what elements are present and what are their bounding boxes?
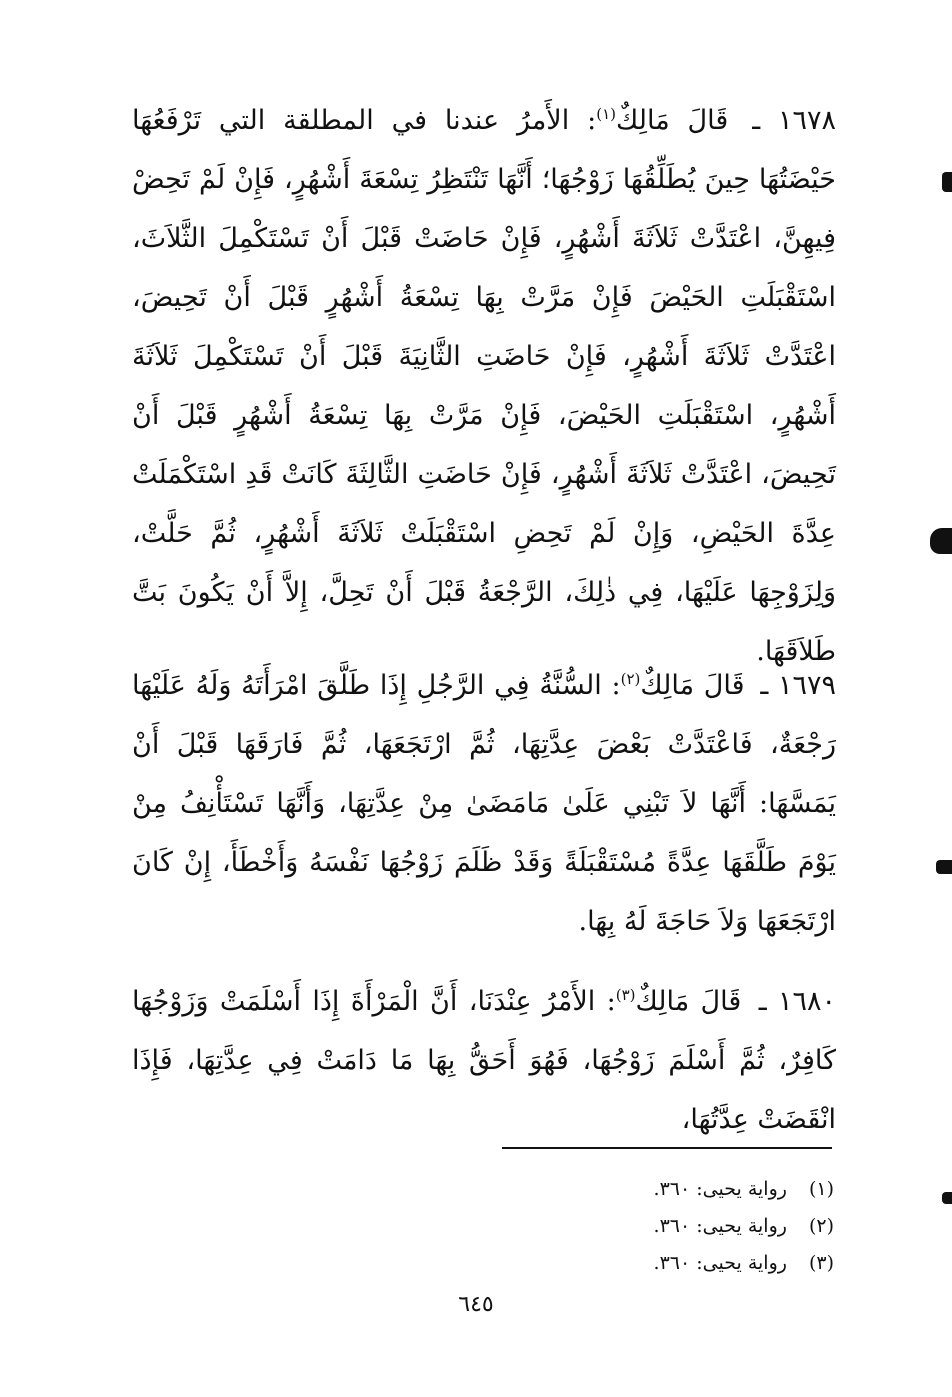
paragraph-text: : الأَمرُ عندنا في المطلقة التي تَرْفَعُهَا حَيْضَتُهَا حِينَ يُطَلِّقُهَا زَوْجُهَا؛ أَنَّهَا تَنْتَظِرُ تِسْعَةَ أَشْهُرٍ، فَإِنْ لَمْ تَحِضْ فِيهِنَّ، اعْتَدَّتْ ثَلاَثَةَ أَشْهُرٍ، فَإِنْ حَاضَتْ قَبْلَ أَنْ تَسْتَكْمِلَ الثَّلاَثَ، اسْتَقْبَلَتِ الحَيْضَ فَإِنْ مَرَّتْ بِهَا تِسْعَةُ أَشْهُرٍ قَبْلَ أَنْ تَحِيضَ، اعْتَدَّتْ ثَلاَثَةَ أَشْهُرٍ، فَإِنْ حَاضَتِ الثَّانِيَةَ قَبْلَ أَنْ تَسْتَكْمِلَ ثَلاَثَةَ أَشْهُرٍ، اسْتَقْبَلَتِ الحَيْضَ، فَإِنْ مَرَّتْ بِهَا تِسْعَةُ أَشْهُرٍ قَبْلَ أَنْ تَحِيضَ، اعْتَدَّتْ ثَلاَثَةَ أَشْهُرٍ، فَإِنْ حَاضَتِ الثَّالِثَةَ كَانَتْ قَدِ اسْتَكْمَلَتْ عِدَّةَ الحَيْضِ، وَإِنْ لَمْ تَحِضِ اسْتَقْبَلَتْ ثَلاَثَةَ أَشْهُرٍ، ثُمَّ حَلَّتْ، وَلِزَوْجِهَا عَلَيْهَا، فِي ذٰلِكَ، الرَّجْعَةُ قَبْلَ أَنْ تَحِلَّ، إِلاَّ أَنْ يَكُونَ بَتَّ طَلاَقَهَا. [132,105,836,667]
paragraph-1679 [132,656,836,951]
speaker: قَالَ مَالِكٌ [635,986,742,1017]
footnote-ref: (٢) [620,670,641,688]
footnote-3 [654,1251,834,1275]
footnote-ref: (١) [596,105,616,123]
scan-edge-mark [930,528,952,554]
footnote-number: (٢) [808,1215,834,1237]
paragraph-number: ١٦٧٨ ـ [752,105,836,136]
paragraph-number: ١٦٧٩ ـ [760,670,836,701]
page-number: ٦٤٥ [458,1292,494,1317]
paragraph-1678 [132,91,836,681]
paragraph-text: : السُّنَّةُ فِي الرَّجُلِ إِذَا طَلَّقَ امْرَأَتَهُ وَلَهُ عَلَيْهَا رَجْعَةٌ، فَاعْتَدَّتْ بَعْضَ عِدَّتِهَا، ثُمَّ ارْتَجَعَهَا، ثُمَّ فَارَقَهَا قَبْلَ أَنْ يَمَسَّهَا: أَنَّهَا لاَ تَبْنِي عَلَىٰ مَامَضَىٰ مِنْ عِدَّتِهَا، وَأَنَّهَا تَسْتَأْنِفُ مِنْ يَوْمَ طَلَّقَهَا عِدَّةً مُسْتَقْبَلَةً وَقَدْ ظَلَمَ زَوْجُهَا نَفْسَهُ وَأَخْطَأَ، إِنْ كَانَ ارْتَجَعَهَا وَلاَ حَاجَةَ لَهُ بِهَا. [132,670,836,937]
paragraph-number: ١٦٨٠ ـ [758,986,836,1017]
scan-edge-mark [942,172,952,192]
footnote-number: (٣) [808,1252,834,1274]
footnote-divider [502,1147,832,1149]
footnote-text: رواية يحيى: ٣٦٠. [653,1178,787,1200]
scan-edge-mark [936,860,952,874]
footnote-text: رواية يحيى: ٣٦٠. [653,1252,787,1274]
speaker: قَالَ مَالِكٌ [615,105,729,136]
footnote-text: رواية يحيى: ٣٦٠. [653,1215,787,1237]
footnote-ref: (٣) [615,986,636,1004]
scan-edge-mark [942,1192,952,1204]
footnote-number: (١) [808,1178,834,1200]
footnote-2 [654,1214,834,1238]
paragraph-1680 [132,972,836,1149]
speaker: قَالَ مَالِكٌ [640,670,745,701]
footnote-1 [654,1177,834,1201]
paragraph-text: : الأَمْرُ عِنْدَنَا، أَنَّ الْمَرْأَةَ إِذَا أَسْلَمَتْ وَزَوْجُهَا كَافِرٌ، ثُمَّ أَسْلَمَ زَوْجُهَا، فَهُوَ أَحَقُّ بِهَا مَا دَامَتْ فِي عِدَّتِهَا، فَإِذَا انْقَضَتْ عِدَّتُهَا، [132,986,836,1135]
